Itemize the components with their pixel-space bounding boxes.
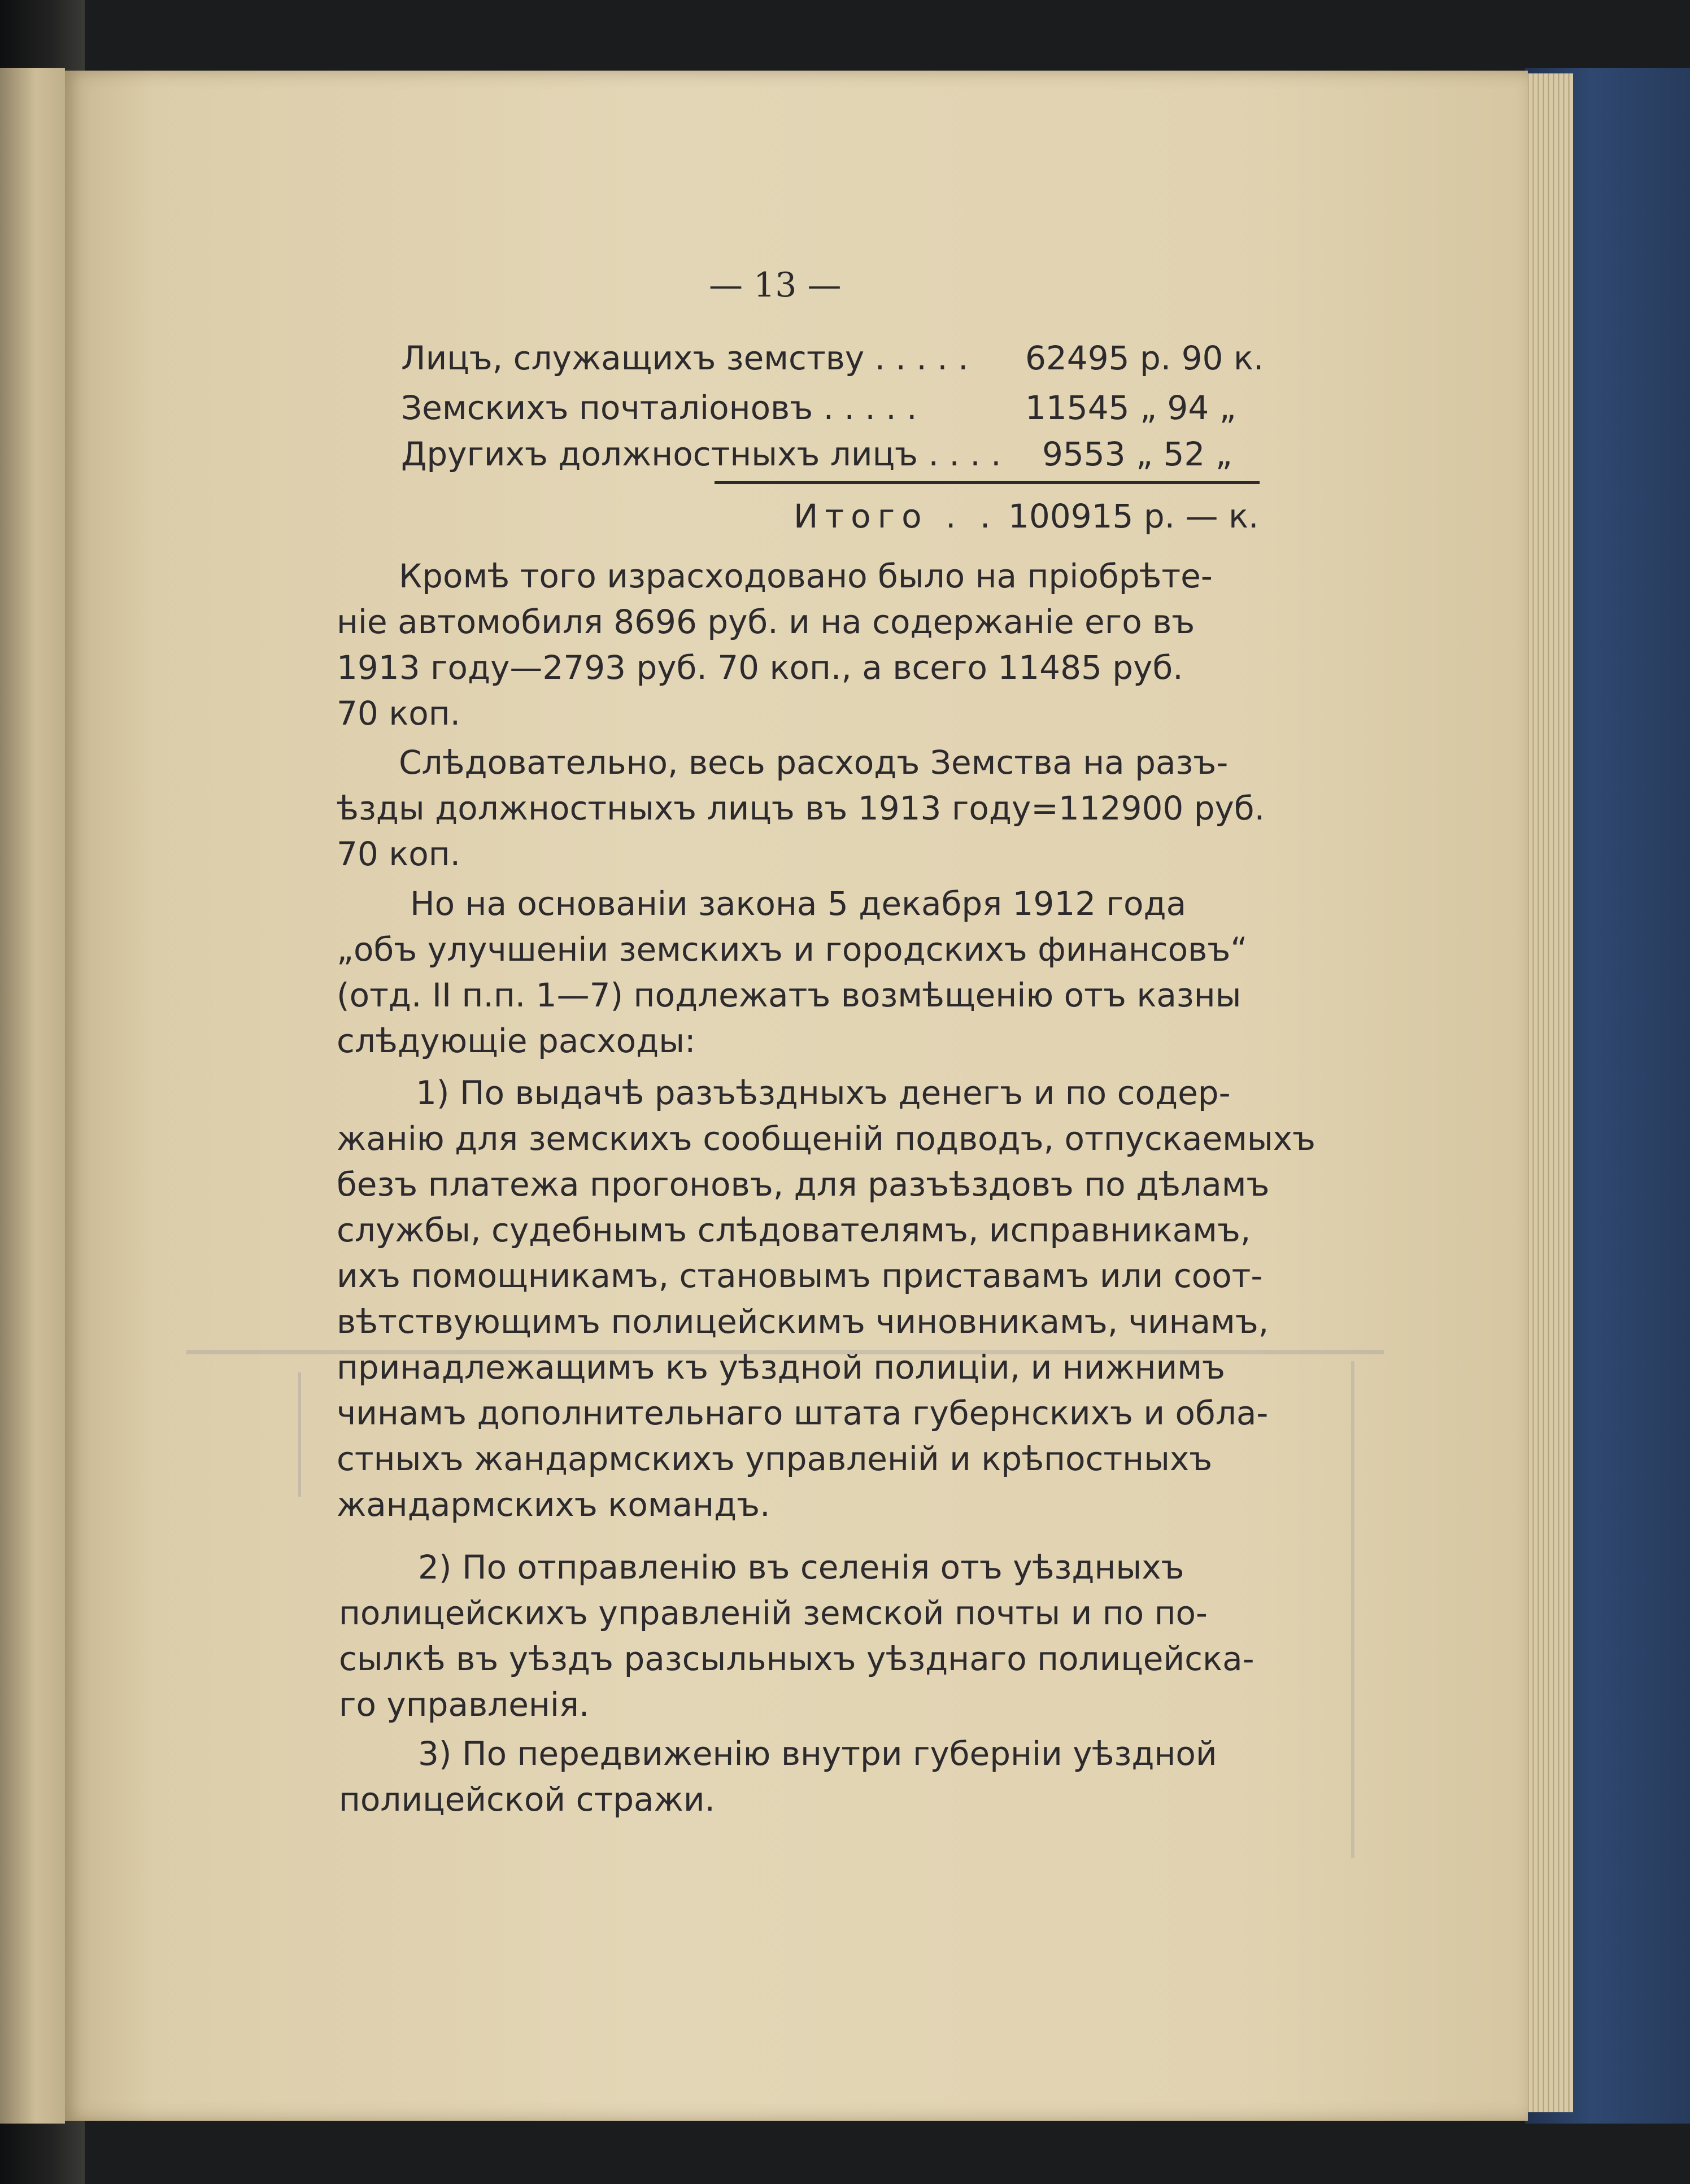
ledger-label: Другихъ должностныхъ лицъ . . . . bbox=[401, 435, 1001, 473]
ledger-amount: 9553 „ 52 „ bbox=[1042, 435, 1232, 473]
text-line: Кромѣ того израсходовано было на пріобрѣте- bbox=[399, 557, 1213, 595]
text-line: 70 коп. bbox=[337, 835, 461, 873]
text-line: слѣдующіе расходы: bbox=[337, 1022, 696, 1060]
page-number: — 13 — bbox=[709, 265, 842, 305]
ledger-amount: 11545 „ 94 „ bbox=[1025, 389, 1236, 427]
paragraph bbox=[337, 1070, 1316, 1528]
bleed-through-column bbox=[298, 1372, 301, 1497]
text-line: го управленія. bbox=[339, 1685, 590, 1724]
total-amount: 100915 р. — к. bbox=[1008, 497, 1259, 535]
previous-page-edge bbox=[0, 68, 65, 2124]
total-label: Итого . . bbox=[794, 497, 998, 535]
ledger-label: Лицъ, служащихъ земству . . . . . bbox=[401, 339, 969, 377]
text-line: полицейской стражи. bbox=[339, 1780, 715, 1819]
text-line: безъ платежа прогоновъ, для разъѣздовъ по дѣламъ bbox=[337, 1165, 1270, 1204]
text-line: ніе автомобиля 8696 руб. и на содержаніе его въ bbox=[337, 603, 1195, 641]
text-line: полицейскихъ управленій земской почты и по по- bbox=[339, 1594, 1208, 1632]
sum-rule bbox=[715, 481, 1260, 484]
ledger-amount: 62495 р. 90 к. bbox=[1025, 339, 1264, 377]
paragraph bbox=[339, 1545, 1272, 1728]
text-line: жанію для земскихъ сообщеній подводъ, отпускаемыхъ bbox=[337, 1119, 1316, 1158]
paragraph bbox=[337, 553, 1270, 736]
text-line: „объ улучшеніи земскихъ и городскихъ финансовъ“ bbox=[337, 930, 1248, 969]
text-line: 3) По передвиженію внутри губерніи уѣздной bbox=[418, 1734, 1217, 1773]
text-line: Слѣдовательно, весь расходъ Земства на разъ- bbox=[399, 743, 1229, 782]
paragraph bbox=[337, 740, 1270, 877]
text-line: стныхъ жандармскихъ управленій и крѣпостныхъ bbox=[337, 1440, 1213, 1478]
text-line: вѣтствующимъ полицейскимъ чиновникамъ, чинамъ, bbox=[337, 1302, 1269, 1341]
paragraph bbox=[339, 1731, 1272, 1823]
text-line: 1) По выдачѣ разъѣздныхъ денегъ и по содер- bbox=[416, 1074, 1231, 1112]
text-line: службы, судебнымъ слѣдователямъ, исправникамъ, bbox=[337, 1211, 1251, 1249]
text-line: (отд. II п.п. 1—7) подлежатъ возмѣщенію отъ казны bbox=[337, 976, 1242, 1014]
ledger-label: Земскихъ почталіоновъ . . . . . bbox=[401, 389, 917, 427]
text-line: принадлежащимъ къ уѣздной полиціи, и нижнимъ bbox=[337, 1348, 1225, 1387]
text-line: ихъ помощникамъ, становымъ приставамъ или соот- bbox=[337, 1257, 1263, 1295]
text-line: 70 коп. bbox=[337, 694, 461, 733]
text-line: 1913 году—2793 руб. 70 коп., а всего 11485 руб. bbox=[337, 648, 1183, 687]
text-line: жандармскихъ командъ. bbox=[337, 1485, 770, 1524]
text-line: 2) По отправленію въ селенія отъ уѣздныхъ bbox=[418, 1548, 1184, 1586]
text-line: Но на основаніи закона 5 декабря 1912 года bbox=[410, 884, 1187, 923]
text-line: ѣзды должностныхъ лицъ въ 1913 году=112900 руб. bbox=[337, 789, 1265, 827]
text-line: чинамъ дополнительнаго штата губернскихъ и обла- bbox=[337, 1394, 1269, 1432]
text-line: сылкѣ въ уѣздъ разсыльныхъ уѣзднаго полицейска- bbox=[339, 1640, 1255, 1678]
paragraph bbox=[337, 881, 1270, 1064]
bleed-through-column bbox=[1351, 1361, 1354, 1858]
